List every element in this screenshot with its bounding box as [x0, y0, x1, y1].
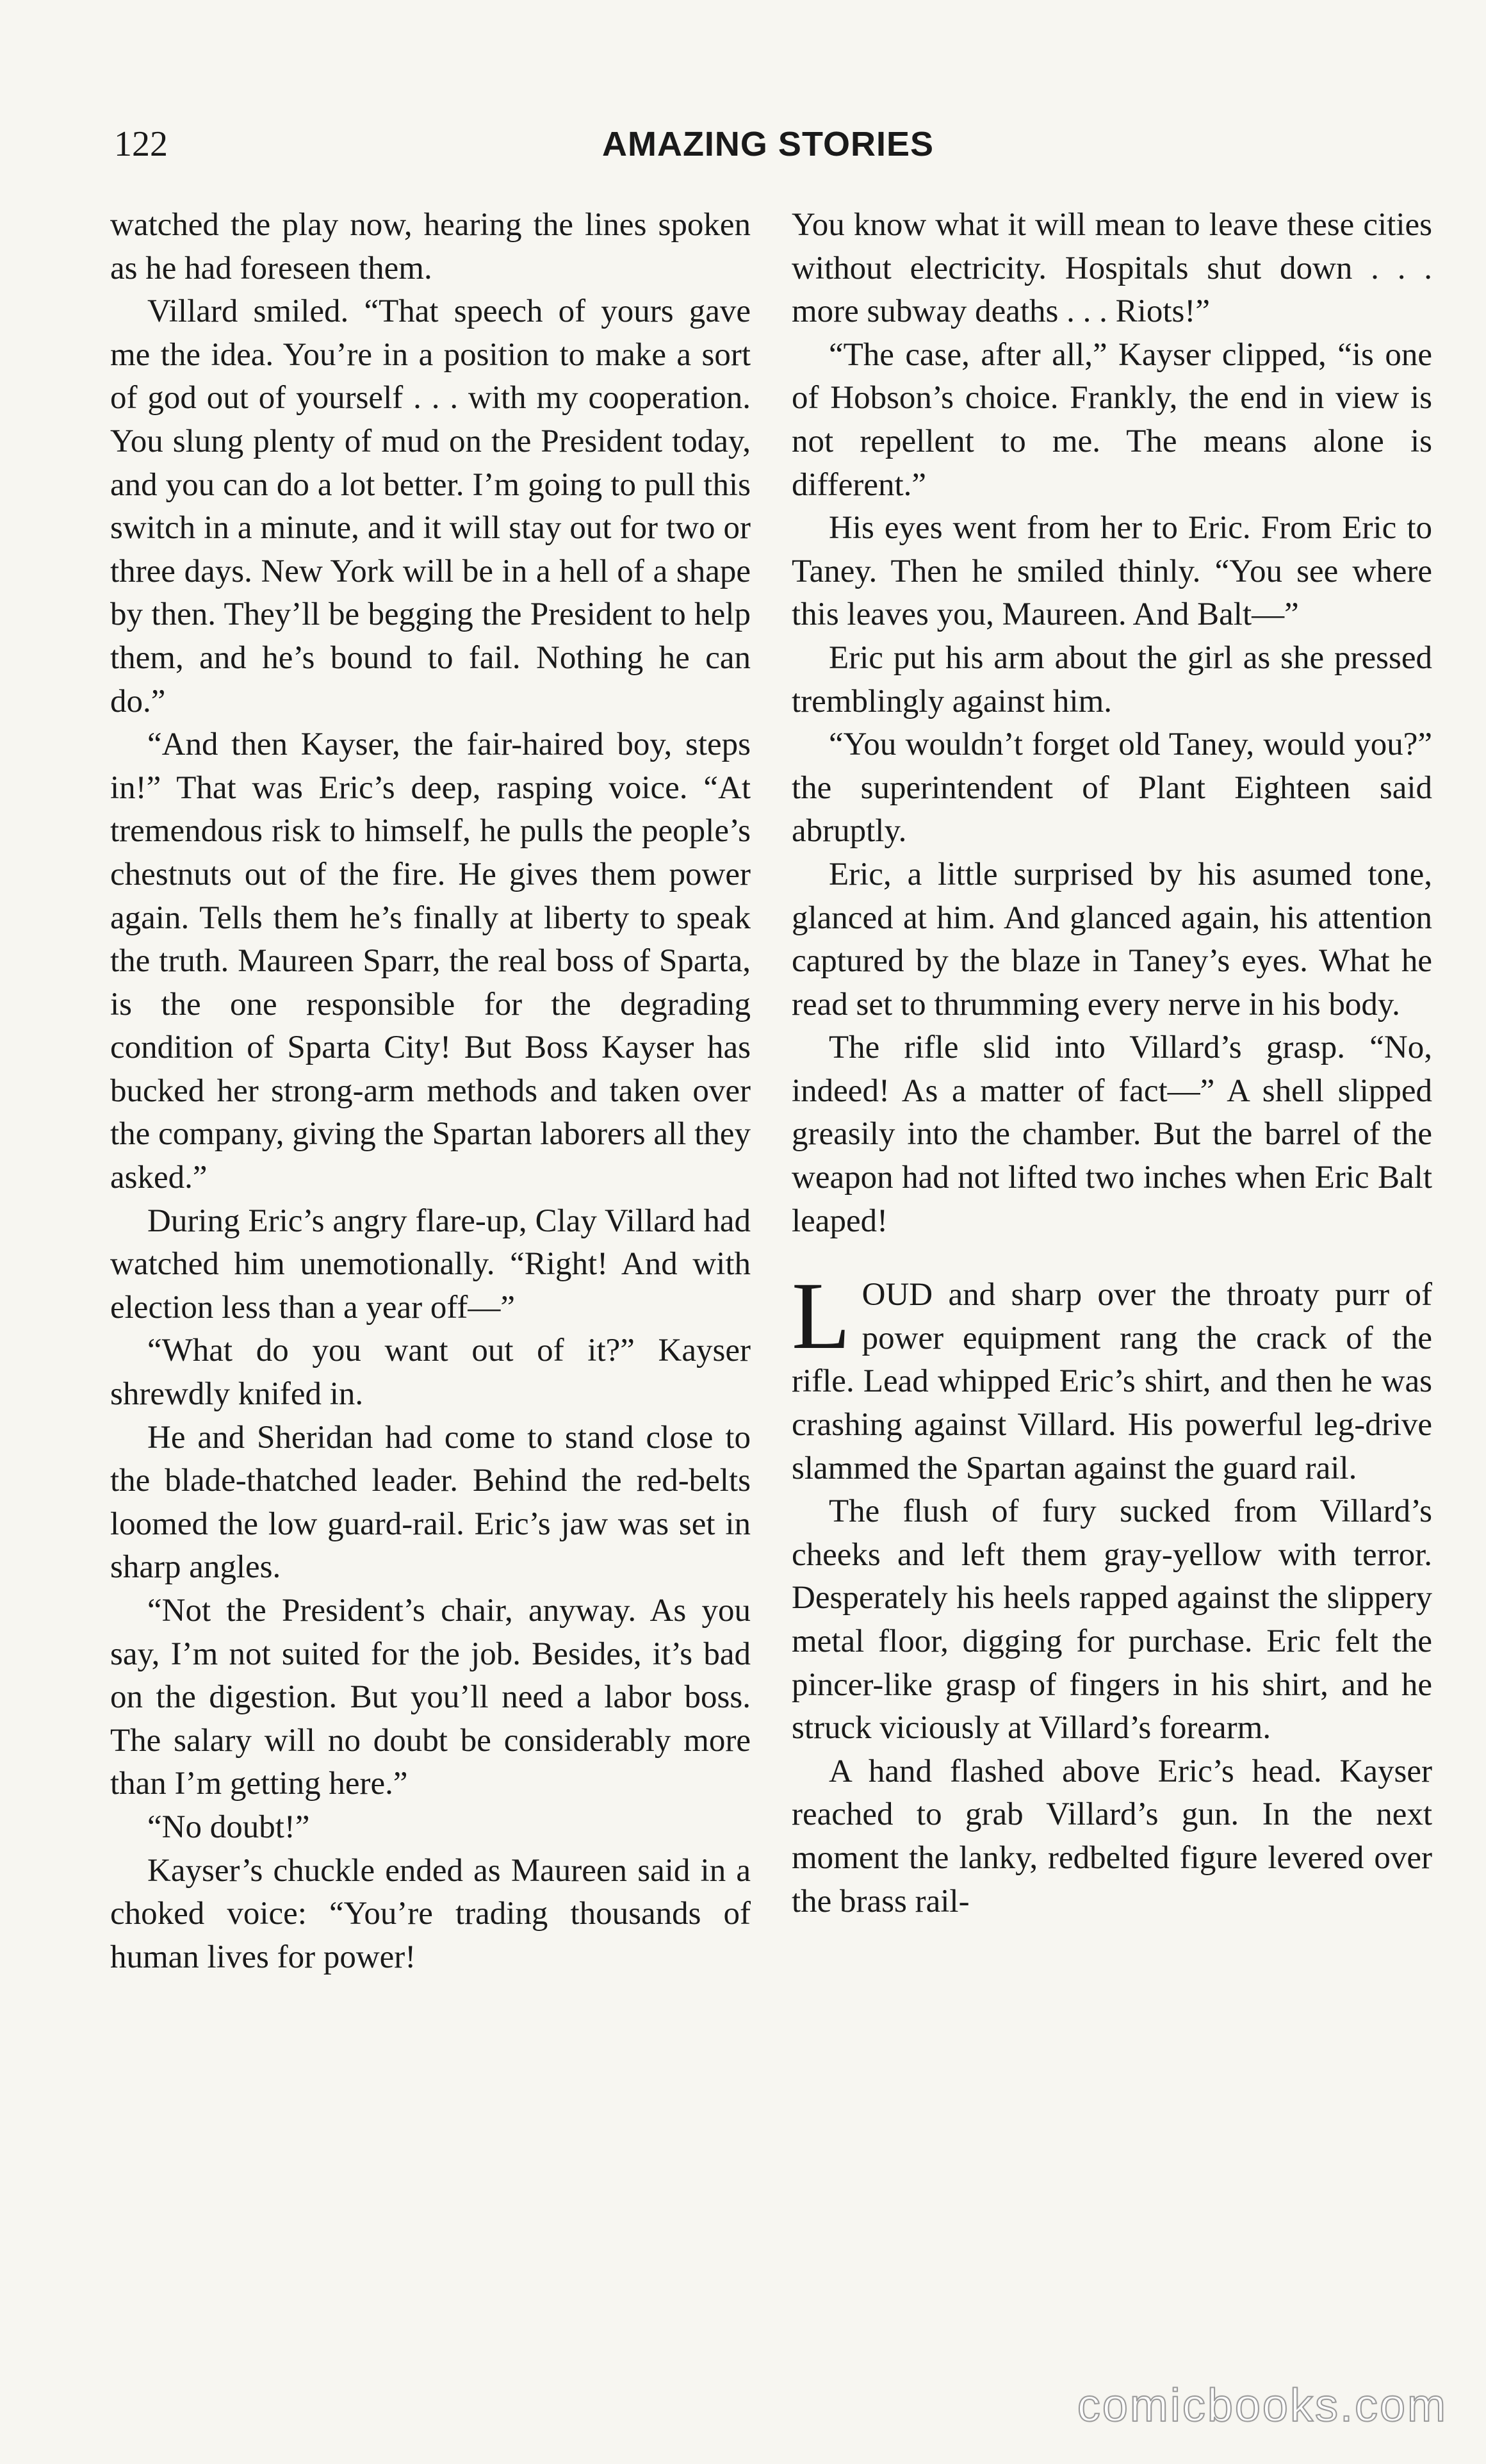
paragraph: “You wouldn’t forget old Taney, would you?” the superintendent of Plant Eighteen said abruptly.: [792, 727, 1432, 850]
section-opening-paragraph: [792, 1263, 1432, 1490]
running-title: AMAZING STORIES: [601, 125, 935, 163]
page-header: [114, 122, 1422, 167]
paragraph: The flush of fury sucked from Villard’s cheeks and left them gray-yellow with terror. Desperately his heels rapped against the slippery metal floor, digging for purchase. Eric felt the pincer-like grasp of fingers in his shirt, and he struck viciously at Villard’s forearm.: [792, 1493, 1432, 1746]
drop-cap: L: [792, 1263, 851, 1370]
paragraph: “The case, after all,” Kayser clipped, “is one of Hobson’s choice. Frankly, the end in view is not repellent to me. The means alone is different.”: [792, 336, 1432, 503]
paragraph: He and Sheridan had come to stand close to the blade-thatched leader. Behind the red-belts loomed the low guard-rail. Eric’s jaw was set in sharp angles.: [110, 1419, 751, 1586]
paragraph: Eric put his arm about the girl as she pressed tremblingly against him.: [792, 639, 1432, 719]
watermark: comicbooks.com: [1077, 2380, 1448, 2431]
paragraph: You know what it will mean to leave these cities without electricity. Hospitals shut down . . . more subway deaths . . . Riots!”: [792, 207, 1432, 330]
paragraph: A hand flashed above Eric’s head. Kayser reached to grab Villard’s gun. In the next moment the lanky, redbelted figure levered over the brass rail-: [792, 1753, 1432, 1919]
paragraph: Eric, a little surprised by his asumed tone, glanced at him. And glanced again, his attention captured by the blaze in Taney’s eyes. What he read set to thrumming every nerve in his body.: [792, 856, 1432, 1023]
paragraph: Kayser’s chuckle ended as Maureen said in a choked voice: “You’re trading thousands of human lives for power!: [110, 1852, 751, 1975]
paragraph: “Not the President’s chair, anyway. As you say, I’m not suited for the job. Besides, it’s bad on the digestion. But you’ll need a labor boss. The salary will no doubt be considerably more than I’m getting here.”: [110, 1593, 751, 1802]
page-number: 122: [114, 124, 168, 164]
paragraph: “And then Kayser, the fair-haired boy, steps in!” That was Eric’s deep, rasping voice. “At tremendous risk to himself, he pulls the people’s chestnuts out of the fire. He gives them power again. Tells them he’s finally at liberty to speak the truth. Maureen Sparr, the real boss of Sparta, is the one responsible for the degrading condition of Sparta City! But Boss Kayser has bucked her strong-arm methods and taken over the company, giving the Spartan laborers all they asked.”: [110, 727, 751, 1196]
paragraph: His eyes went from her to Eric. From Eric to Taney. Then he smiled thinly. “You see where this leaves you, Maureen. And Balt—”: [792, 510, 1432, 633]
paragraph: “No doubt!”: [147, 1809, 310, 1845]
paragraph: During Eric’s angry flare-up, Clay Villard had watched him unemotionally. “Right! And with election less than a year off—”: [110, 1203, 751, 1326]
paragraph: Villard smiled. “That speech of yours gave me the idea. You’re in a position to make a sort of god out of yourself . . . with my cooperation. You slung plenty of mud on the President today, and you can do a lot better. I’m going to pull this switch in a minute, and it will stay out for two or three days. New York will be in a hell of a shape by then. They’ll be begging the President to help them, and he’s bound to fail. Nothing he can do.”: [110, 293, 751, 719]
paragraph: watched the play now, hearing the lines spoken as he had foreseen them.: [110, 207, 751, 286]
left-column: [110, 204, 751, 1979]
right-column: [792, 204, 1432, 1923]
paragraph: The rifle slid into Villard’s grasp. “No, indeed! As a matter of fact—” A shell slipped greasily into the chamber. But the barrel of the weapon had not lifted two inches when Eric Balt leaped!: [792, 1030, 1432, 1239]
paragraph: “What do you want out of it?” Kayser shrewdly knifed in.: [110, 1333, 751, 1413]
section-opening-text: OUD and sharp over the throaty purr of power equipment rang the crack of the rifle. Lead whipped Eric’s shirt, and then he was crashing against Villard. His powerful leg-drive slammed the Spartan against the guard rail.: [792, 1277, 1432, 1486]
